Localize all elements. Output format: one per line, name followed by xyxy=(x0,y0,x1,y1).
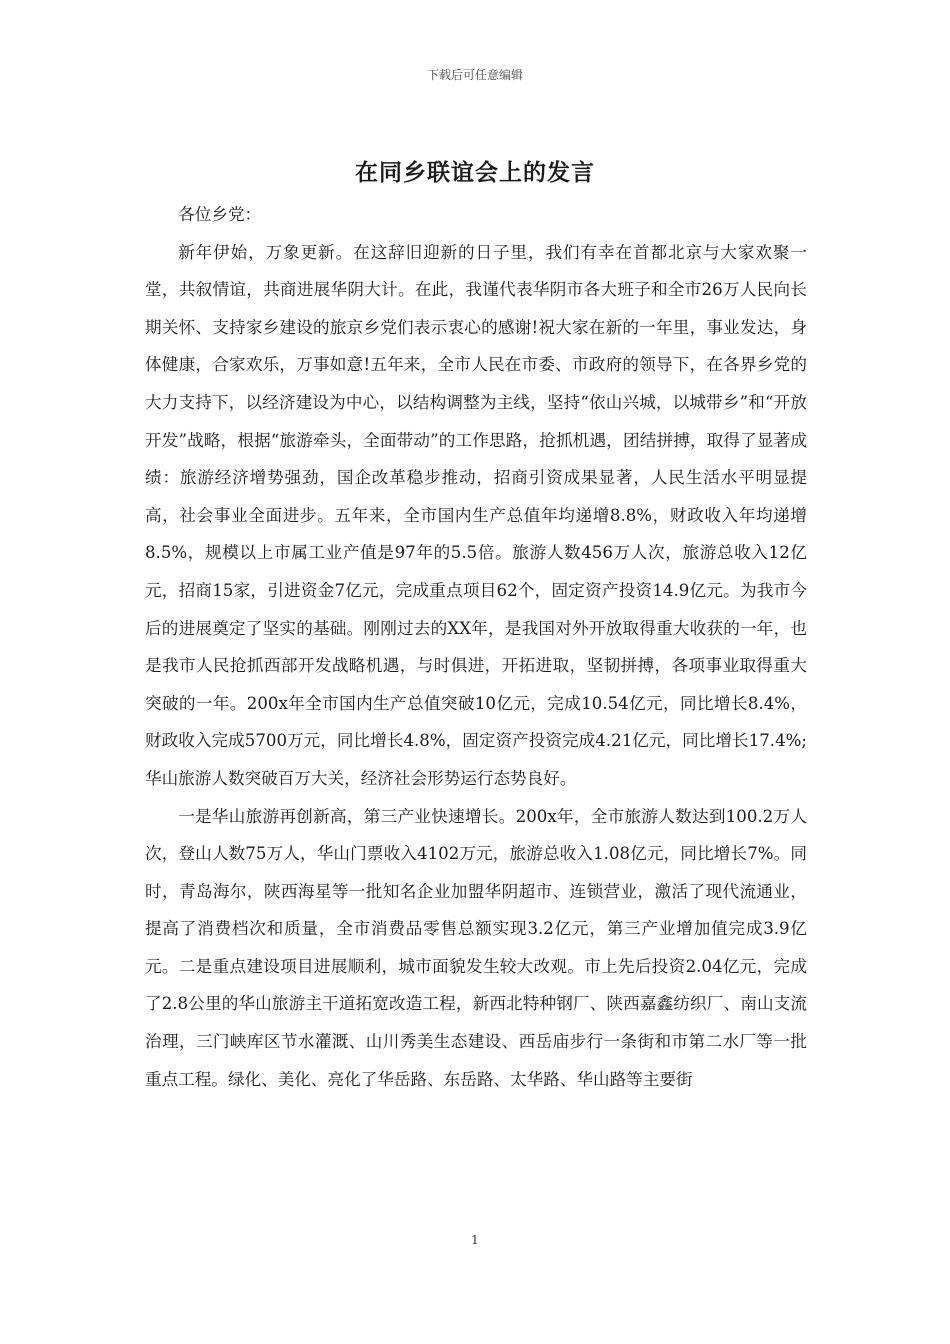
paragraph: 新年伊始，万象更新。在这辞旧迎新的日子里，我们有幸在首都北京与大家欢聚一堂，共叙情谊，共商进展华阴大计。在此，我谨代表华阴市各大班子和全市26万人民向长期关怀、支持家乡建设的旅京乡党们表示衷心的感谢!祝大家在新的一年里，事业发达，身体健康，合家欢乐，万事如意!五年来，全市人民在市委、市政府的领导下，在各界乡党的大力支持下，以经济建设为中心，以结构调整为主线，坚持“依山兴城，以城带乡”和“开放开发”战略，根据“旅游牵头，全面带动”的工作思路，抢抓机遇，团结拼搏，取得了显著成绩：旅游经济增势强劲，国企改革稳步推动，招商引资成果显著，人民生活水平明显提高，社会事业全面进步。五年来，全市国内生产总值年均递增8.8%，财政收入年均递增8.5%，规模以上市属工业产值是97年的5.5倍。旅游人数456万人次，旅游总收入12亿元，招商15家，引进资金7亿元，完成重点项目62个，固定资产投资14.9亿元。为我市今后的进展奠定了坚实的基础。刚刚过去的XX年，是我国对外开放取得重大收获的一年，也是我市人民抢抓西部开发战略机遇，与时俱进，开拓进取，坚韧拼搏，各项事业取得重大突破的一年。200x年全市国内生产总值突破10亿元，完成10.54亿元，同比增长8.4%，财政收入完成5700万元，同比增长4.8%，固定资产投资完成4.21亿元，同比增长17.4%;华山旅游人数突破百万大关，经济社会形势运行态势良好。 xyxy=(145,242,807,788)
salutation: 各位乡党： xyxy=(178,205,262,224)
paragraph: 一是华山旅游再创新高，第三产业快速增长。200x年，全市旅游人数达到100.2万人次，登山人数75万人，华山门票收入4102万元，旅游总收入1.08亿元，同比增长7%。同时，青岛海尔，陕西海星等一批知名企业加盟华阴超市、连锁营业，激活了现代流通业，提高了消费档次和质量，全市消费品零售总额实现3.2亿元，第三产业增加值完成3.9亿元。二是重点建设项目进展顺利，城市面貌发生较大改观。市上先后投资2.04亿元，完成了2.8公里的华山旅游主干道拓宽改造工程，新西北特种钢厂、陕西嘉鑫纺织厂、南山支流治理，三门峡库区节水灌溉、山川秀美生态建设、西岳庙步行一条街和市第二水厂等一批重点工程。绿化、美化、亮化了华岳路、东岳路、太华路、华山路等主要街 xyxy=(145,806,807,1089)
document-body xyxy=(145,196,807,1098)
document-title: 在同乡联谊会上的发言 xyxy=(355,160,595,186)
page-number: 1 xyxy=(471,1233,479,1247)
header-note: 下载后可任意编辑 xyxy=(426,68,523,82)
